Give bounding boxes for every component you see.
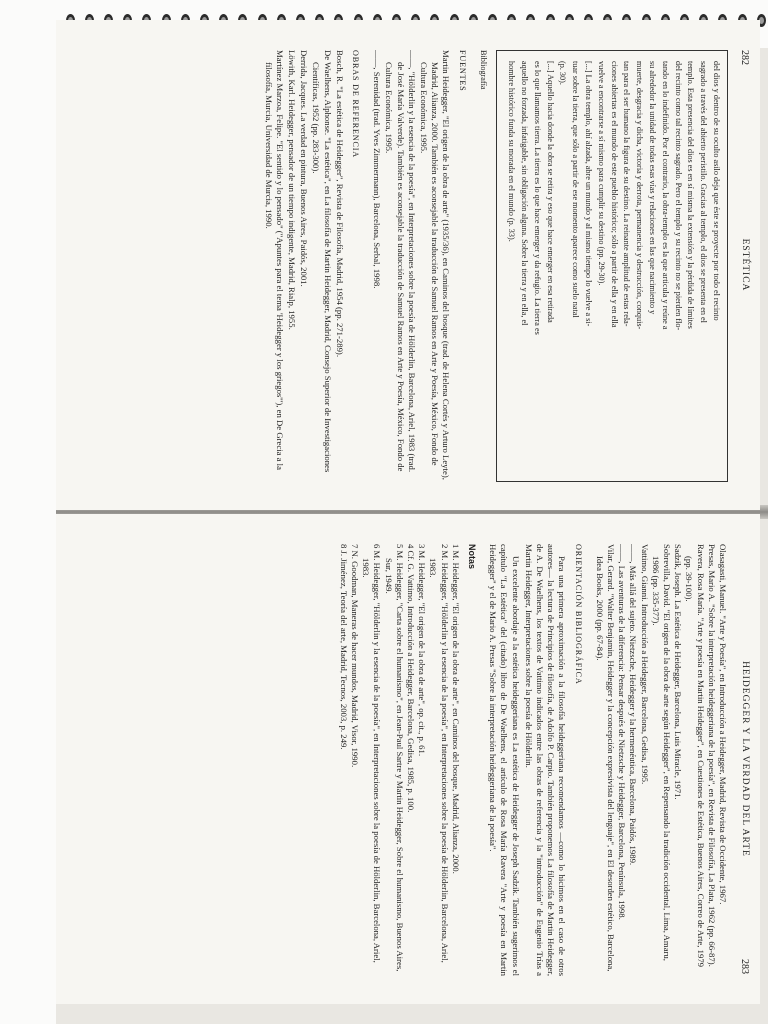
bibliography-entry: ——, Más allá del sujeto. Nietzsche, Heidegger y la hermenéutica, Barcelona, Paidós, 1989.	[628, 544, 639, 866]
quote-line: tando en lo indefinido. Por el contrario, la obra-templo es la que articula y reúne a	[660, 61, 670, 330]
quote-line: del dios y dentro de su oculto asilo deja que éste se proyecte por todo el recinto	[712, 61, 721, 321]
quote-line: sagrado a través del abierto peristilo. Gracias al templo, el dios se presenta en el	[699, 61, 709, 323]
quote-line: ciones abiertas es el mundo de este pueblo histórico; sólo a partir de ella y en ella	[609, 61, 619, 328]
bibliography-entry: Sadzik, Joseph. La Estética de Heidegger, Barcelona, Luis Miracle, 1971.	[673, 544, 684, 800]
quote-line: su alrededor la unidad de todas esas vías y relaciones en las que nacimiento y	[648, 61, 658, 315]
quote-line: hombre histórico funda su morada en el mundo (p. 33).	[507, 61, 517, 242]
notas-heading: Notas	[466, 544, 477, 570]
paragraph: Para una primera aproximación a la filosofía heideggeriana recomendamos —como lo hicimos en el caso de otros autores— la lectura de Principios de filosofía, de Adolfo P. Carpio. También proponemos La filosofía de Martin Heidegger, de A. De Waelhens, los textos de Vattimo indicados entre las obras de referencia y la "introducción" de Eugenio Trías a Martin Heidegger, Interpretaciones sobre la poesía de Hölderlin.	[523, 544, 568, 976]
quote-line: (p. 30).	[558, 61, 568, 85]
bibliography-entry: ——, Serenidad (trad. Yves Zimmermann), Barcelona, Serbal, 1998.	[372, 50, 383, 289]
bibliography-entry: Olasagasti, Manuel. "Arte y Poesía", en Introducción a Heidegger, Madrid, Revista de Occidente, 1967.	[718, 544, 728, 905]
bibliography-entry: Martínez Marzoa, Felipe. "El sentido y lo pensado" ("Apuntes para el tema 'Heidegger y los griegos'"), en De Grecia a la filosofía, Murcia, Universidad de Murcia, 1990.	[263, 50, 285, 470]
bibliography-entry: Sobrevilla, David. "El origen de la obra de arte según Heidegger", en Repensando la tradición occidental, Lima, Amaru, 1986 (pp. 335-377).	[650, 544, 672, 961]
right-page-content	[64, 544, 728, 976]
quote-line: [...] Aquello hacia donde la obra se retira y eso que hace emerger en esa retirada	[545, 61, 555, 323]
bibliography-entry: Bosch, R. "La estética de Heidegger", Revista de Filosofía, Madrid, 1954 (pp. 271-289).	[334, 50, 345, 357]
right-running-head	[736, 544, 750, 974]
quote-line: templo. Esta presencia del dios es en sí misma la extensión y la pérdida de límites	[686, 61, 696, 329]
bibliography-entry: Ravera, Rosa María. "Arte y poesía en Martin Heidegger", en Cuestiones de Estética, Buenos Aires, Correo de Arte, 1979 (pp. 39-100).	[684, 544, 706, 968]
bibliography-entry: Derrida, Jacques. La verdad en pintura, Buenos Aires, Paidós, 2001.	[299, 50, 310, 287]
fuentes-list	[371, 50, 451, 482]
running-head-title: ESTÉTICA	[740, 238, 750, 292]
reference-list	[594, 544, 728, 976]
bibliography-entry: Martin Heidegger, "El origen de la obra de arte" (1935/36), en Caminos del bosque (trad. de Helena Cortés y Arturo Leyte), Madrid, Alianza, 2000. También es aconsejable la traducción de Samuel Ramos en Arte y Poesía, México, Fondo de Cultura Económica, 1995.	[419, 50, 452, 480]
left-running-head	[736, 50, 750, 480]
running-head-title: HEIDEGGER Y LA VERDAD DEL ARTE	[740, 661, 750, 857]
notes-list	[338, 544, 461, 976]
quote-line: muerte, desgracia y dicha, victoria y derrota, permanencia y destrucción, conquis-	[635, 61, 645, 330]
orientacion-text	[487, 544, 567, 976]
bibliography-entry: Löwith, Karl. Heidegger, pensador de un tiempo indigente, Madrid, Rialp, 1955.	[287, 50, 298, 330]
left-page	[56, 20, 760, 510]
bibliography-entry: Vattimo, Gianni. Introducción a Heidegger, Barcelona, Gedisa, 1995.	[639, 544, 650, 785]
page-number: 283	[739, 959, 750, 974]
footnote: 4 Cf. G. Vattimo, Introducción a Heidegger, Barcelona, Gedisa, 1985, p. 100.	[405, 544, 416, 813]
bibliography-entry: De Waelhens, Alphonse. "La estética", en La filosofía de Martin Heidegger, Madrid, Consejo Superior de Investigaciones Científicas, 1952 (pp. 283-300).	[311, 50, 333, 473]
page-number: 282	[739, 50, 750, 65]
quote-line: del recinto como tal recinto sagrado. Pero el templo y su recinto no se pierden flo-	[673, 61, 683, 331]
bibliography-entry: ——, "Hölderlin y la esencia de la poesía", en Interpretaciones sobre la poesía de Hölderlin, Barcelona, Ariel, 1983 (trad. de José María Valverde). También es aconsejable la traducción de Samuel Ramos en Arte y Poesía, México, Fondo de Cultura Económica, 1995.	[384, 50, 417, 473]
quote-line: [...] La obra templo, ahí alzada, abre un mundo y al mismo tiempo lo vuelve a si-	[584, 61, 594, 327]
obras-list	[262, 50, 344, 482]
quote-line: aquello no forzada, infatigable, sin obligación alguna. Sobre la tierra y en ella, el	[520, 61, 530, 326]
footnote: 2 M. Heidegger, "Hölderlin y la esencia de la poesía", en Interpretaciones sobre la poesía de Hölderlin, Barcelona, Ariel, 1983.	[428, 544, 450, 963]
right-page	[56, 514, 760, 1004]
page-edge	[0, 0, 56, 1024]
obras-heading: OBRAS DE REFERENCIA	[351, 50, 361, 159]
quote-text	[505, 61, 721, 471]
bibliography-entry: Presas, Mario A. "Sobre la interpretación heideggeriana de la poesía", en Revista de Filosofía, La Plata, 1962 (pp. 66-87).	[706, 544, 717, 967]
footnote: 1 M. Heidegger, "El origen de la obra de arte", en Caminos del bosque, Madrid, Alianza, 2000.	[450, 544, 461, 874]
paragraph: Un excelente abordaje a la estética heideggeriana es La estética de Heidegger de Joseph Sadzik. También sugerimos el capítulo "La Estética" del (citado) libro de De Waelhens, el artículo de Rosa María Ravera "Arte y poesía en Martin Heidegger" y el de Mario A. Presas "Sobre la interpretación heideggeriana de la poesía".	[488, 544, 521, 976]
bibliography-entry: Vilar, Gerard. "Walter Benjamin, Heidegger y la concepción expresivista del lenguaje", en El desorden estético, Barcelona, Idea Books, 2000 (pp. 67-84).	[594, 544, 616, 972]
quote-line: tuar sobre la tierra, que sólo a partir de ese momento aparece como suelo natal	[571, 61, 581, 318]
orientacion-heading: ORIENTACIÓN BIBLIOGRÁFICA	[573, 544, 583, 685]
footnote: 7 N. Goodman, Maneras de hacer mundos, Madrid, Visor, 1990.	[349, 544, 360, 768]
footnote: 8 J. Jiménez, Teoría del arte, Madrid, Tecnos, 2003, p. 249.	[338, 544, 349, 750]
quote-line: tan para el ser humano la figura de su destino. La reinante amplitud de estas rela-	[622, 61, 632, 327]
left-page-content	[64, 50, 728, 482]
bibliography-heading: Bibliografía	[479, 50, 489, 90]
quote-line: vuelve a encontrarse a sí mismo para cumplir su destino (pp. 29-30).	[596, 61, 606, 286]
quote-line: es lo que llamamos tierra. La tierra es lo que hace emerger y da refugio. La tierra es	[532, 61, 542, 335]
fuentes-heading: FUENTES	[457, 50, 467, 92]
footnote: 5 M. Heidegger, "Carta sobre el humanismo", en Jean-Paul Sartre y Martin Heidegger, Sobre el humanismo, Buenos Aires, Sur, 1949.	[383, 544, 405, 972]
footnote: 6 M. Heidegger, "Hölderlin y la esencia de la poesía", en Interpretaciones sobre la poesía de Hölderlin, Barcelona, Ariel, 1983.	[361, 544, 383, 963]
quote-box	[496, 50, 728, 482]
footnote: 3 M. Heidegger, "El origen de la obra de arte", op. cit., p. 61.	[417, 544, 428, 757]
bibliography-entry: ——, Las aventuras de la diferencia: Pensar después de Nietzsche y Heidegger, Barcelona, Península, 1998.	[617, 544, 628, 920]
